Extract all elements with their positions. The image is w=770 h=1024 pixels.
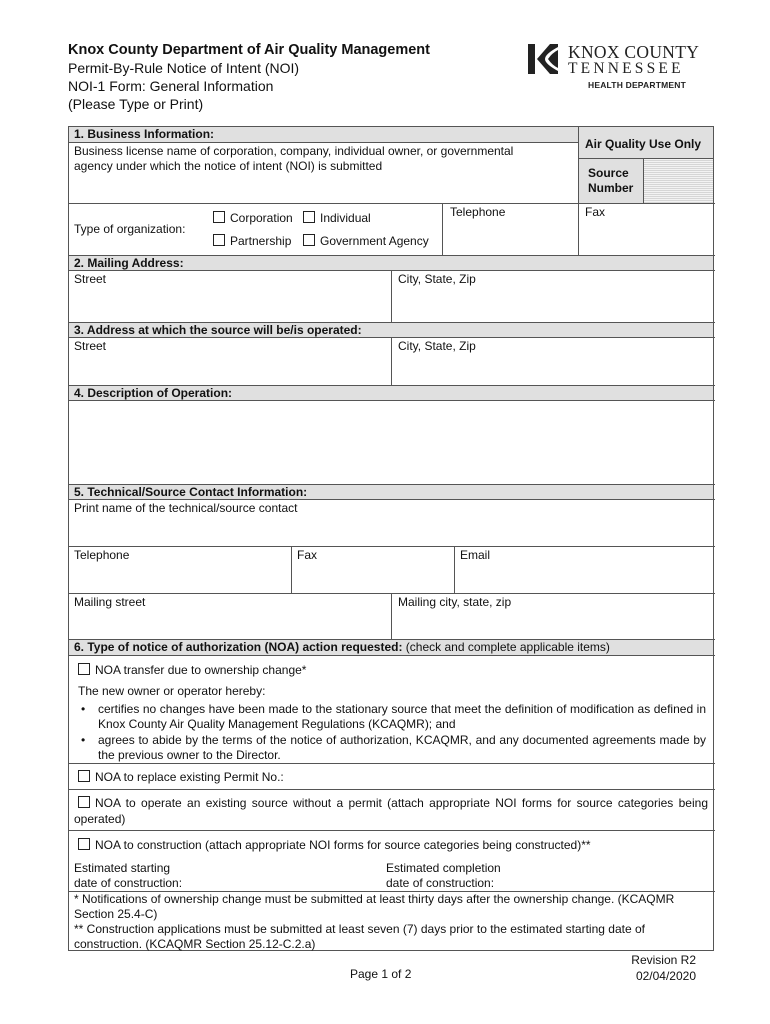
source-number-field[interactable]: [644, 159, 713, 203]
form-header: [68, 41, 430, 113]
option-individual[interactable]: Individual: [303, 211, 371, 226]
section2-title: 2. Mailing Address:: [74, 256, 184, 270]
contact-city-label: Mailing city, state, zip: [398, 595, 512, 609]
contact-fax-label: Fax: [297, 548, 318, 562]
owner-intro: The new owner or operator hereby:: [78, 684, 266, 698]
knox-county-logo: [528, 42, 708, 92]
certification-item: • agrees to abide by the terms of the notice of authorization, KCAQMR, and any documented agreements made by the previous owner to the Director.: [81, 733, 706, 762]
operated-city-label: City, State, Zip: [398, 339, 476, 353]
logo-name-line1: KNOX COUNTY: [568, 42, 700, 62]
option-partnership[interactable]: Partnership: [213, 234, 291, 249]
contact-email-label: Email: [460, 548, 491, 562]
government-checkbox[interactable]: [303, 234, 315, 246]
page-number: Page 1 of 2: [350, 967, 412, 981]
revision-label: Revision R2: [631, 953, 696, 967]
contact-telephone-label: Telephone: [74, 548, 130, 562]
section3-title: 3. Address at which the source will be/is operated:: [74, 323, 362, 337]
ownership-note: * Notifications of ownership change must be submitted at least thirty days after the ownership change. (KCAQMR: [74, 892, 675, 906]
fax-label: Fax: [585, 205, 606, 219]
start-date-label: Estimated starting: [74, 861, 171, 875]
source-number-label: Source: [588, 166, 629, 180]
contact-name-label: Print name of the technical/source contact: [74, 501, 298, 515]
option-corporation[interactable]: Corporation: [213, 211, 293, 226]
end-date-label-2: date of construction:: [386, 876, 495, 890]
section4-title: 4. Description of Operation:: [74, 386, 233, 400]
ownership-note-2: Section 25.4-C): [74, 907, 158, 921]
noi-form: [68, 126, 714, 951]
option-government[interactable]: Government Agency: [303, 234, 429, 249]
noa-operate-option[interactable]: NOA to operate an existing source without a permit (attach appropriate NOI forms for source categories being operated): [74, 796, 708, 826]
mailing-street-label: Street: [74, 272, 107, 286]
mailing-city-label: City, State, Zip: [398, 272, 476, 286]
noa-replace-checkbox[interactable]: [78, 770, 90, 782]
section1-title: 1. Business Information:: [74, 127, 215, 141]
noa-transfer-option[interactable]: NOA transfer due to ownership change*: [78, 663, 306, 678]
start-date-label-2: date of construction:: [74, 876, 183, 890]
end-date-label: Estimated completion: [386, 861, 501, 875]
telephone-label: Telephone: [450, 205, 506, 219]
department-title: Knox County Department of Air Quality Management: [68, 42, 430, 58]
revision-date: 02/04/2020: [635, 969, 696, 983]
revision-block: [600, 952, 696, 984]
construction-note: ** Construction applications must be submitted at least seven (7) days prior to the estimated starting date of: [74, 922, 645, 936]
form-subtitle: Permit-By-Rule Notice of Intent (NOI): [68, 60, 300, 76]
noa-operate-checkbox[interactable]: [78, 796, 90, 808]
noa-replace-option[interactable]: NOA to replace existing Permit No.:: [78, 770, 284, 785]
operation-description-field[interactable]: [70, 401, 712, 483]
form-name: NOI-1 Form: General Information: [68, 78, 274, 94]
owner-certifications: [74, 702, 706, 763]
individual-checkbox[interactable]: [303, 211, 315, 223]
certification-item: • certifies no changes have been made to the stationary source that meet the definition of modification as defined in Knox County Air Quality Management Regulations (KCAQMR); and: [81, 702, 706, 731]
form-instruction: (Please Type or Print): [68, 96, 204, 112]
corporation-checkbox[interactable]: [213, 211, 225, 223]
logo-mark-icon: [528, 44, 558, 74]
section5-title: 5. Technical/Source Contact Information:: [74, 485, 308, 499]
construction-note-2: construction. (KCAQMR Section 25.12-C.2.a): [74, 937, 316, 951]
section6-title: 6. Type of notice of authorization (NOA) action requested: (check and complete applicable items): [74, 640, 610, 654]
noa-transfer-checkbox[interactable]: [78, 663, 90, 675]
partnership-checkbox[interactable]: [213, 234, 225, 246]
logo-name-line2: TENNESSEE: [568, 60, 684, 77]
org-type-label: Type of organization:: [74, 222, 186, 236]
business-name-label: Business license name of corporation, company, individual owner, or governmental: [74, 144, 514, 158]
noa-construct-checkbox[interactable]: [78, 838, 90, 850]
noa-construct-option[interactable]: NOA to construction (attach appropriate NOI forms for source categories being constructed)**: [78, 838, 591, 853]
contact-street-label: Mailing street: [74, 595, 146, 609]
source-number-label-2: Number: [588, 181, 634, 195]
business-name-label-2: agency under which the notice of intent (NOI) is submitted: [74, 159, 383, 173]
aq-use-title: Air Quality Use Only: [585, 137, 702, 151]
logo-department: HEALTH DEPARTMENT: [588, 80, 686, 90]
operated-street-label: Street: [74, 339, 107, 353]
